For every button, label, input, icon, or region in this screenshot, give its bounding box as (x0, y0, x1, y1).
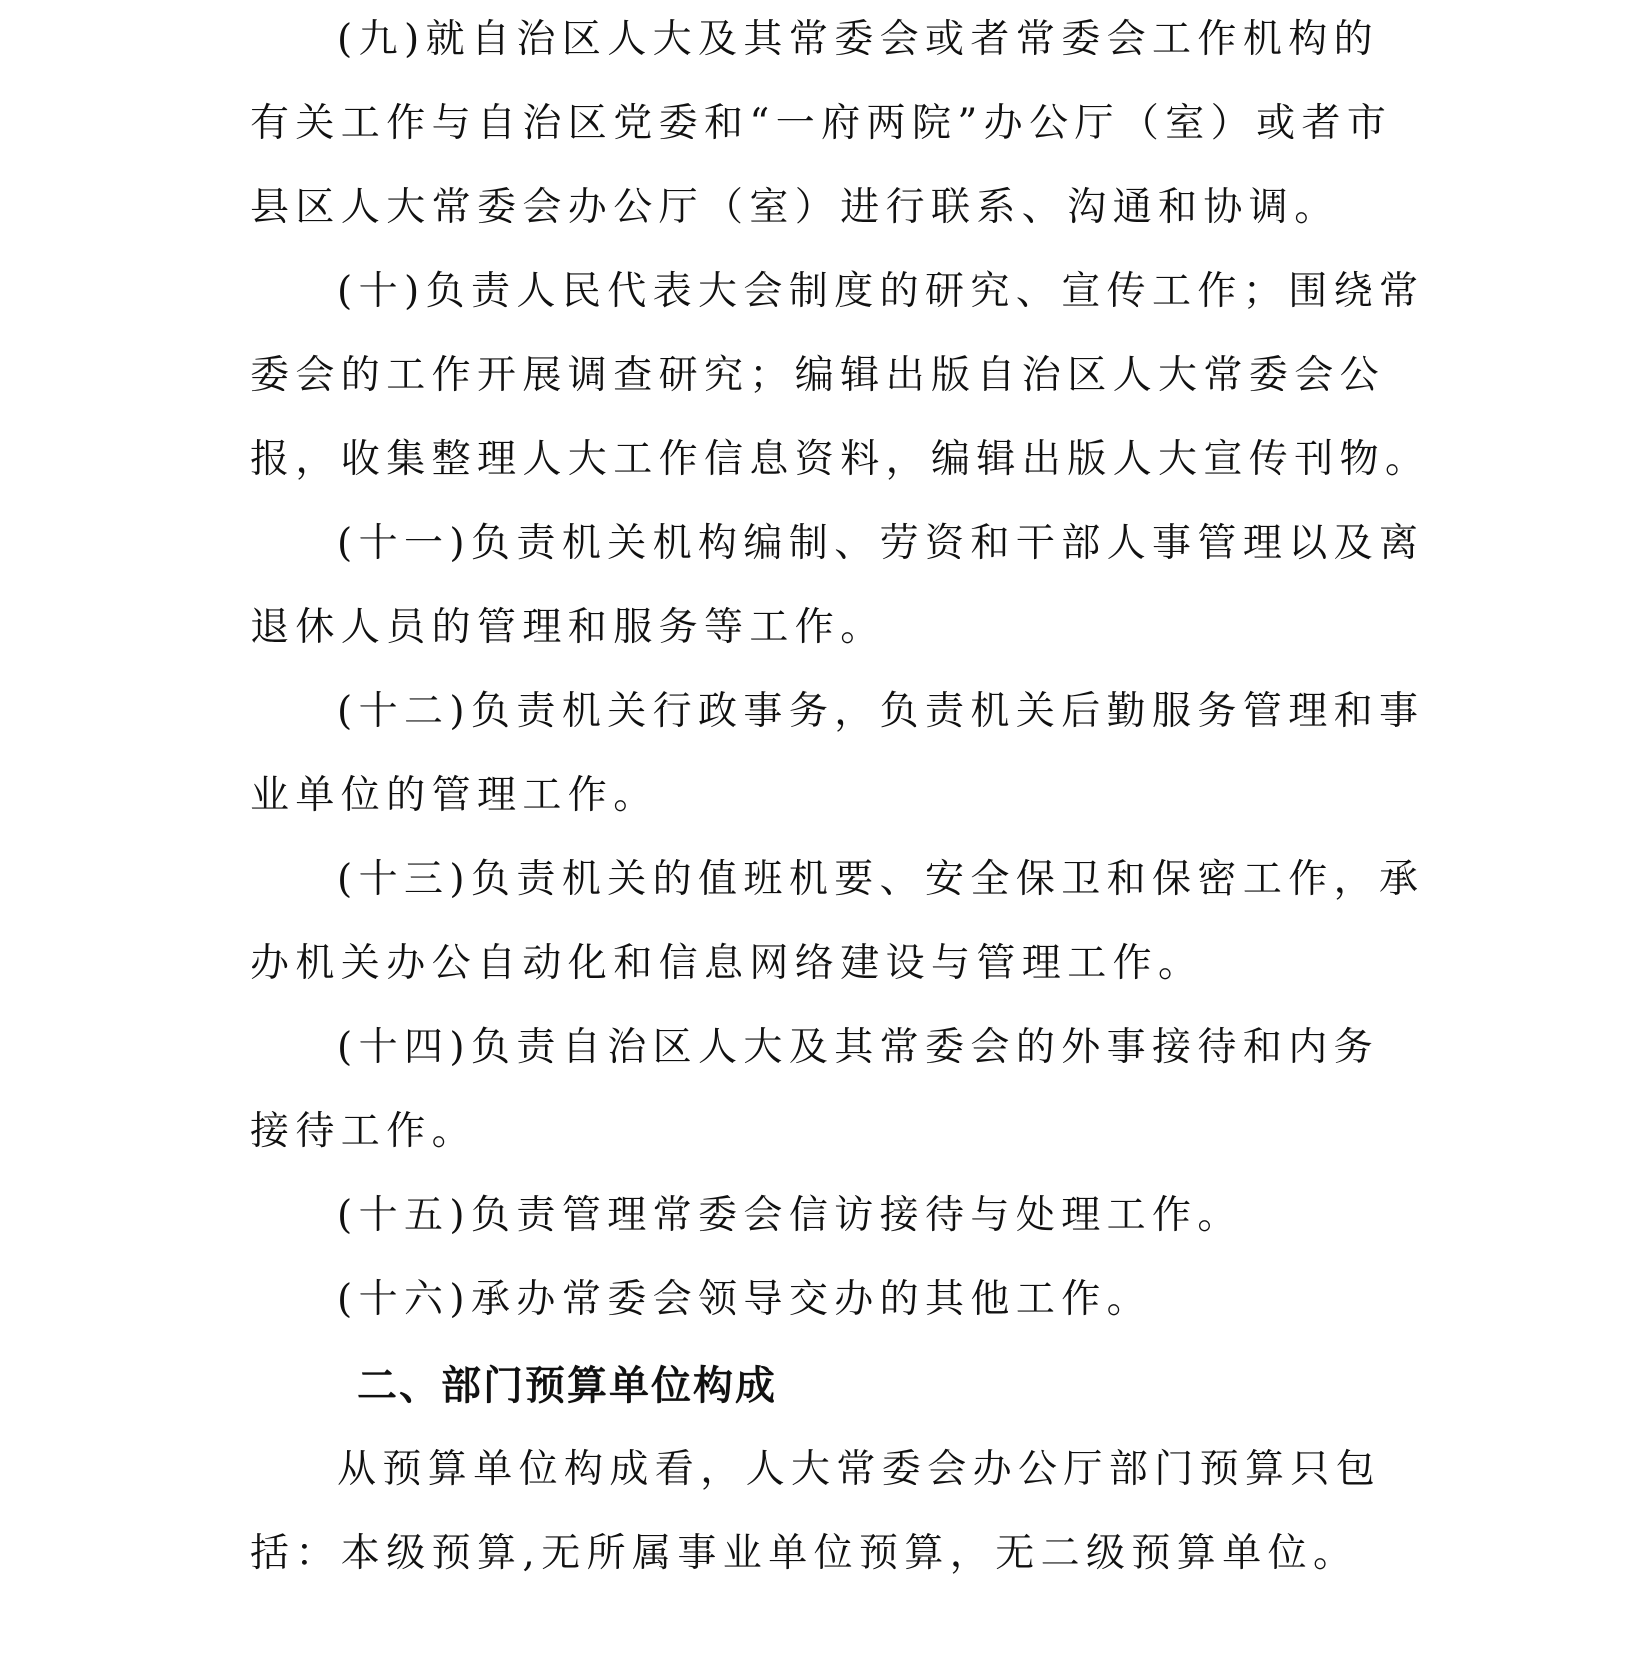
paragraph-line: 办机关办公自动化和信息网络建设与管理工作。 (250, 941, 1204, 986)
paragraph-line: 报，收集整理人大工作信息资料，编辑出版人大宣传刊物。 (250, 437, 1431, 482)
paragraph-line: 从预算单位构成看，人大常委会办公厅部门预算只包 (337, 1447, 1382, 1492)
paragraph-line: 退休人员的管理和服务等工作。 (250, 605, 886, 650)
paragraph-line: 接待工作。 (250, 1109, 478, 1154)
section-heading: 二、部门预算单位构成 (357, 1363, 777, 1409)
paragraph-line: 县区人大常委会办公厅（室）进行联系、沟通和协调。 (250, 185, 1340, 230)
paragraph-line: (十一)负责机关机构编制、劳资和干部人事管理以及离 (337, 521, 1425, 566)
paragraph-line: (十二)负责机关行政事务，负责机关后勤服务管理和事 (337, 689, 1425, 734)
paragraph-line: 括：本级预算,无所属事业单位预算，无二级预算单位。 (250, 1531, 1359, 1576)
paragraph-line: 业单位的管理工作。 (250, 773, 659, 818)
paragraph-line: (十三)负责机关的值班机要、安全保卫和保密工作，承 (337, 857, 1425, 902)
paragraph-line: (十六)承办常委会领导交办的其他工作。 (337, 1277, 1153, 1322)
paragraph-line: 有关工作与自治区党委和“一府两院”办公厅（室）或者市 (250, 101, 1393, 146)
paragraph-line: (十)负责人民代表大会制度的研究、宣传工作；围绕常 (337, 269, 1425, 314)
paragraph-line: (十四)负责自治区人大及其常委会的外事接待和内务 (337, 1025, 1380, 1070)
paragraph-line: (九)就自治区人大及其常委会或者常委会工作机构的 (337, 17, 1380, 62)
paragraph-line: 委会的工作开展调查研究；编辑出版自治区人大常委会公 (250, 353, 1386, 398)
paragraph-line: (十五)负责管理常委会信访接待与处理工作。 (337, 1193, 1243, 1238)
